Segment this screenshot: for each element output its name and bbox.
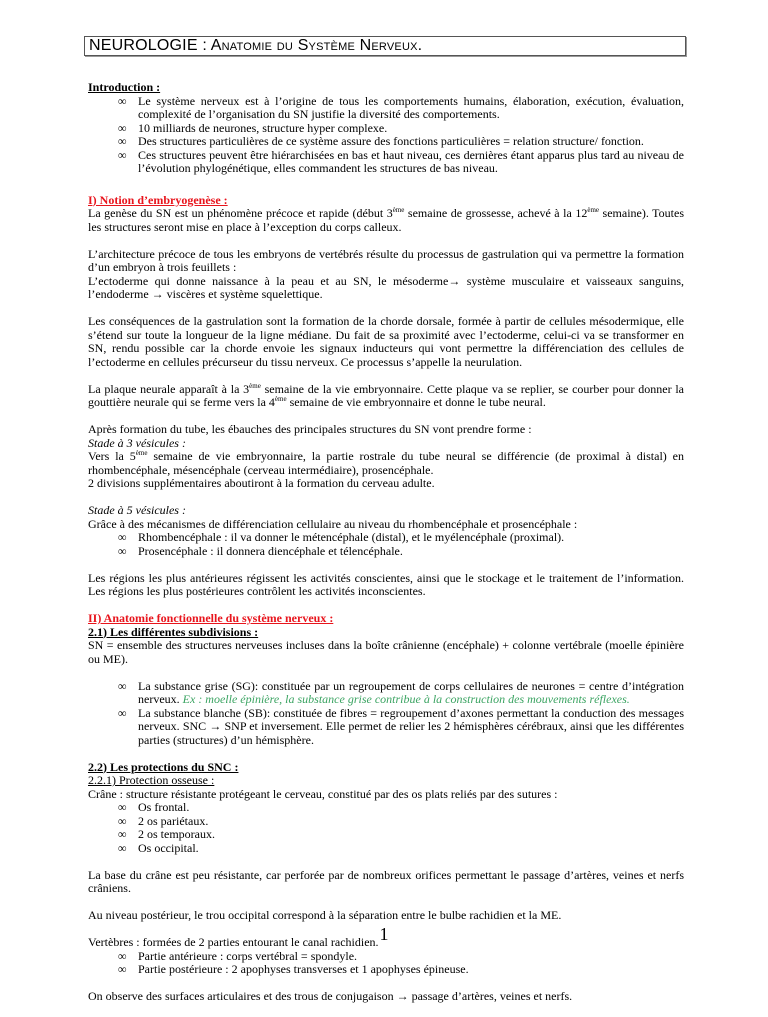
bullet-icon: ∞ — [118, 93, 127, 108]
bullet-text: Os occipital. — [138, 840, 199, 855]
document-title: NEUROLOGIE : Anatomie du Système Nerveux. — [89, 37, 423, 54]
paragraph: On observe des surfaces articulaires et des trous de conjugaison → passage d’artères, veines et nerfs. — [88, 989, 573, 1003]
text: semaine de vie embryonnaire et donne le tube neural. — [286, 395, 546, 409]
paragraph: Crâne : structure résistante protégeant le cerveau, constitué par des os plats reliés par des sutures : — [88, 786, 558, 801]
text: semaine). Toutes les structures seront mise en place à l’exception du corps calleux. — [88, 206, 685, 234]
bullet-text: Partie antérieure : corps vertébral = spondyle. — [138, 948, 358, 963]
bullet-icon: ∞ — [118, 705, 127, 720]
bullet-text: Os frontal. — [138, 800, 190, 814]
bullet-icon: ∞ — [118, 840, 127, 855]
bullet-icon: ∞ — [118, 800, 127, 814]
bullet-icon: ∞ — [118, 530, 127, 544]
superscript: ème — [587, 206, 600, 214]
paragraph: La base du crâne est peu résistante, car perforée par de nombreux orifices permettant le passage d’artères, veines et nerfs crâniens. — [88, 867, 684, 895]
bullet-icon: ∞ — [118, 147, 127, 162]
superscript: ème — [392, 206, 405, 214]
paragraph — [88, 207, 684, 234]
bullet-icon: ∞ — [118, 120, 127, 135]
paragraph — [88, 383, 684, 410]
page-number: 1 — [379, 924, 389, 944]
paragraph: Les régions les plus antérieures régissent les activités conscientes, ainsi que le stockage et le traitement de l’information. Les régions les plus postérieures contrôlent les activités inconscientes. — [88, 570, 684, 598]
paragraph — [88, 504, 684, 531]
list-item — [118, 962, 684, 977]
text: Après formation du tube, les ébauches des principales structures du SN vont prendre forme : — [88, 422, 532, 436]
bullet-text: La substance blanche (SB): constituée de fibres = regroupement d’axones permettant la conduction des messages nerveux. SNC → SNP et inversement. Elle permet de relier les 2 hémisphères cérébraux, ainsi que les différentes parties (structures) d’un hémisphère. — [138, 705, 684, 747]
paragraph: Vertèbres : formées de 2 parties entourant le canal rachidien. — [88, 935, 379, 949]
stage-label: Stade à 3 vésicules : — [88, 435, 186, 450]
list-item — [118, 134, 684, 149]
bullet-text: Le système nerveux est à l’origine de tous les comportements humains, élaboration, exécution, évaluation, complexité de l’organisation du SN justifie la diversité des comportements. — [138, 93, 684, 121]
stage-label: Stade à 5 vésicules : — [88, 503, 186, 517]
text: L’ectoderme qui donne naissance à la peau et au SN, le mésoderme→ système musculaire et vaisseaux sanguins, l’endoderme → viscères et système squelettique. — [88, 273, 684, 301]
bullet-icon: ∞ — [118, 134, 127, 148]
list-item — [118, 800, 684, 815]
text: semaine de grossesse, achevé à la 12 — [404, 206, 588, 220]
text: Vers la 5 — [88, 449, 136, 463]
list-item — [118, 813, 684, 829]
subsection-heading: 2.2) Les protections du SNC : — [88, 759, 239, 774]
bullet-text: 10 milliards de neurones, structure hyper complexe. — [138, 120, 388, 135]
paragraph — [88, 423, 684, 491]
bullet-text: La substance grise (SG): constituée par un regroupement de corps cellulaires de neurones = centre d’intégration nerveux. — [138, 678, 684, 706]
bullet-text: 2 os pariétaux. — [138, 813, 209, 828]
section-2-heading: II) Anatomie fonctionnelle du système nerveux : — [88, 611, 334, 625]
text: 2 divisions supplémentaires aboutiront à la formation du cerveau adulte. — [88, 476, 435, 490]
bullet-icon: ∞ — [118, 813, 127, 828]
substance-bullets — [88, 680, 684, 748]
paragraph: Les conséquences de la gastrulation sont la formation de la chorde dorsale, formée à partir de cellules mésodermique, elle s’étend sur toute la longueur de la ligne médiane. Du fait de sa proximité avec l’ectoderme, celui-ci va se transformer en SN, rendu possible car la chorde envoie les signaux inducteurs qui vont permettre la différenciation des cellules de l’ectoderme en cellules précurseur du tissu nerveux. Ce processus s’appelle la neurulation. — [88, 314, 684, 369]
text: semaine de vie embryonnaire, la partie rostrale du tube neural se différencie (de proximal à distal) en rhombencéphale, mésencéphale (cerveau intermédiaire), prosencéphale. — [88, 449, 685, 477]
bullet-text: Rhombencéphale : il va donner le métencéphale (distal), et le myélencéphale (proximal). — [138, 530, 565, 544]
list-item — [118, 147, 684, 176]
bullet-icon: ∞ — [118, 962, 127, 976]
intro-bullets — [88, 95, 684, 176]
section-1-heading: I) Notion d’embryogenèse : — [88, 192, 228, 207]
list-item — [118, 840, 684, 856]
document-title-box — [84, 36, 686, 56]
bullet-icon: ∞ — [118, 543, 127, 558]
subsubsection-heading: 2.2.1) Protection osseuse : — [88, 773, 215, 787]
bullet-text: Des structures particulières de ce système assure des fonctions particulières = relation structure/ fonction. — [138, 134, 644, 148]
stage-bullets — [88, 531, 684, 558]
text: La plaque neurale apparaît à la 3 — [88, 381, 250, 396]
list-item — [118, 93, 684, 122]
text: La genèse du SN est un phénomène précoce et rapide (début 3 — [88, 206, 393, 220]
list-item — [118, 948, 684, 964]
list-item — [118, 678, 684, 707]
list-item — [118, 120, 684, 136]
bullet-text: Prosencéphale : il donnera diencéphale et télencéphale. — [138, 543, 403, 558]
bones-list — [88, 801, 684, 855]
paragraph: Au niveau postérieur, le trou occipital correspond à la séparation entre le bulbe rachidien et la ME. — [88, 908, 562, 922]
document-body — [88, 81, 684, 1017]
bullet-text: Partie postérieure : 2 apophyses transverses et 1 apophyses épineuse. — [138, 962, 469, 976]
paragraph — [88, 248, 684, 302]
bullet-icon: ∞ — [118, 948, 127, 963]
bullet-text: 2 os temporaux. — [138, 827, 215, 841]
subsection-heading: 2.1) Les différentes subdivisions : — [88, 624, 259, 639]
text: Grâce à des mécanismes de différenciation cellulaire au niveau du rhombencéphale et prosencéphale : — [88, 516, 578, 531]
example-text: Ex : moelle épinière, la substance grise contribue à la construction des mouvements réflexes. — [182, 692, 630, 706]
superscript: ème — [135, 449, 148, 457]
paragraph: SN = ensemble des structures nerveuses incluses dans la boîte crânienne (encéphale) + colonne vertébrale (moelle épinière ou ME). — [88, 638, 684, 666]
vertebra-list — [88, 950, 684, 977]
list-item — [118, 827, 684, 842]
text: semaine de la vie embryonnaire. Cette plaque va se replier, se courber pour donner la gouttière neurale qui se ferme vers la 4 — [88, 381, 684, 409]
superscript: ème — [249, 381, 261, 390]
list-item — [118, 705, 684, 748]
bullet-icon: ∞ — [118, 827, 127, 841]
list-item — [118, 530, 684, 545]
list-item — [118, 543, 684, 559]
bullet-text: Ces structures peuvent être hiérarchisées en bas et haut niveau, ces dernières étant apparus plus tard au niveau de l’évolution phylogénétique, elles commandent les structures de bas niveau. — [138, 147, 684, 175]
intro-heading: Introduction : — [88, 80, 161, 94]
superscript: ème — [274, 395, 287, 403]
text: L’architecture précoce de tous les embryons de vertébrés résulte du processus de gastrulation qui va permettre la formation d’un embryon à trois feuillets : — [88, 246, 684, 274]
bullet-icon: ∞ — [118, 678, 127, 693]
